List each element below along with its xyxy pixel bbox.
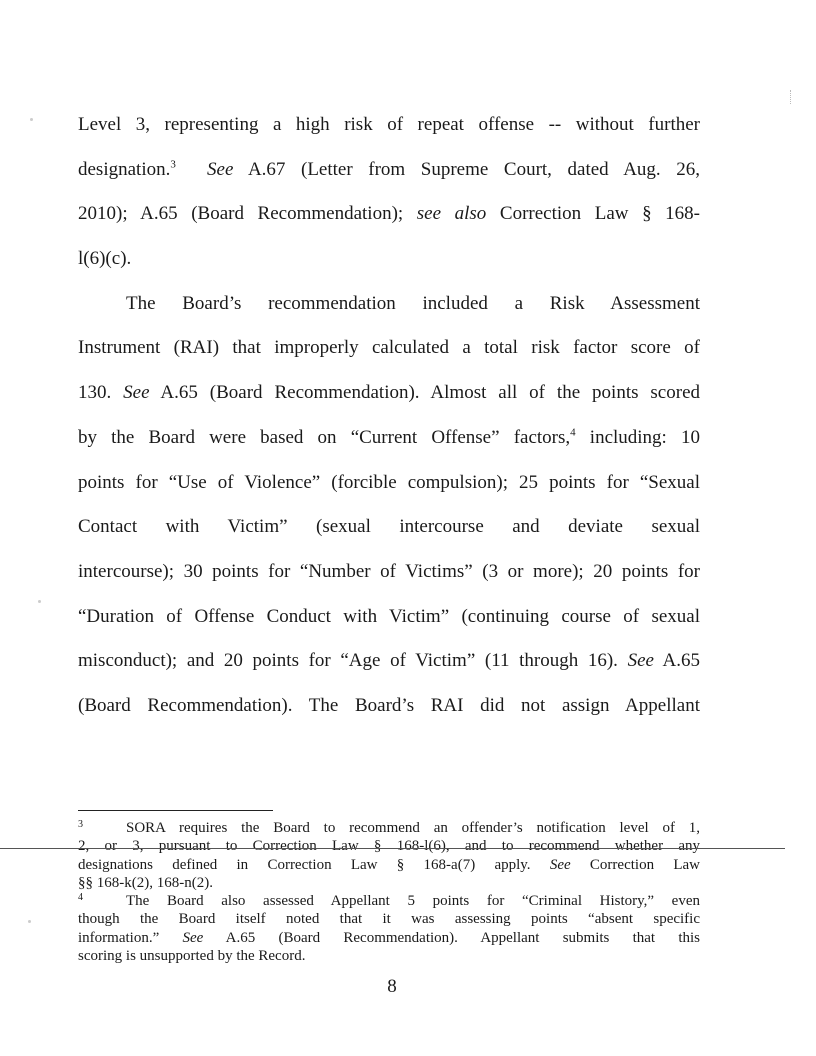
footnote-line: though the Board itself noted that it was assessing points “absent specific <box>78 911 700 928</box>
body-line: misconduct); and 20 points for “Age of Victim” (11 through 16). See A.65 <box>78 650 700 672</box>
footnote-line: scoring is unsupported by the Record. <box>78 948 306 965</box>
body-line: points for “Use of Violence” (forcible compulsion); 25 points for “Sexual <box>78 471 700 493</box>
body-line: designation.$^3$ See A.67 (Letter from Supreme Court, dated Aug. 26, <box>78 158 700 180</box>
scan-speck <box>30 118 33 121</box>
body-line: by the Board were based on “Current Offense” factors,$^4$ including: 10 <box>78 426 700 448</box>
body-line: Level 3, representing a high risk of repeat offense -- without further <box>78 114 700 135</box>
body-text <box>78 103 700 729</box>
footnote-number: 3 <box>78 819 83 830</box>
footnote-3: 3 SORA requires the Board to recommend an offender’s notification level of 1, <box>78 819 700 837</box>
scan-speck <box>28 920 31 923</box>
body-line: intercourse); 30 points for “Number of Victims” (3 or more); 20 points for <box>78 560 700 582</box>
footnote-line: §§ 168-k(2), 168-n(2). <box>78 874 213 891</box>
footnote-ref[interactable]: 3 <box>170 158 176 171</box>
page-number: 8 <box>387 976 397 997</box>
body-line: (Board Recommendation). The Board’s RAI did not assign Appellant <box>78 694 700 716</box>
scan-strike-line <box>0 848 785 849</box>
footnote-line: information.” See A.65 (Board Recommendation). Appellant submits that this <box>78 929 700 946</box>
body-line: l(6)(c). <box>78 248 132 270</box>
body-line: “Duration of Offense Conduct with Victim” (continuing course of sexual <box>78 605 700 627</box>
body-line: Contact with Victim” (sexual intercourse and deviate sexual <box>78 516 700 538</box>
footnote-line: designations defined in Correction Law § 168-a(7) apply. See Correction Law <box>78 856 700 873</box>
body-line: 130. See A.65 (Board Recommendation). Almost all of the points scored <box>78 382 700 404</box>
body-line: 2010); A.65 (Board Recommendation); see also Correction Law § 168- <box>78 203 701 225</box>
footnote-divider <box>78 810 273 811</box>
footnote-number: 4 <box>78 892 83 904</box>
footnotes <box>78 819 700 965</box>
footnote-line: 2, or 3, pursuant to Correction Law § 168-l(6), and to recommend whether any <box>78 838 700 855</box>
footnote-ref[interactable]: 4 <box>570 426 576 439</box>
scan-speck <box>38 600 41 603</box>
body-line: Instrument (RAI) that improperly calculated a total risk factor score of <box>78 337 700 359</box>
paragraph-first-line: The Board’s recommendation included a Risk Assessment <box>126 292 700 314</box>
footnote-4: 4 The Board also assessed Appellant 5 points for “Criminal History,” even <box>78 892 700 910</box>
scan-artifact <box>790 90 795 104</box>
